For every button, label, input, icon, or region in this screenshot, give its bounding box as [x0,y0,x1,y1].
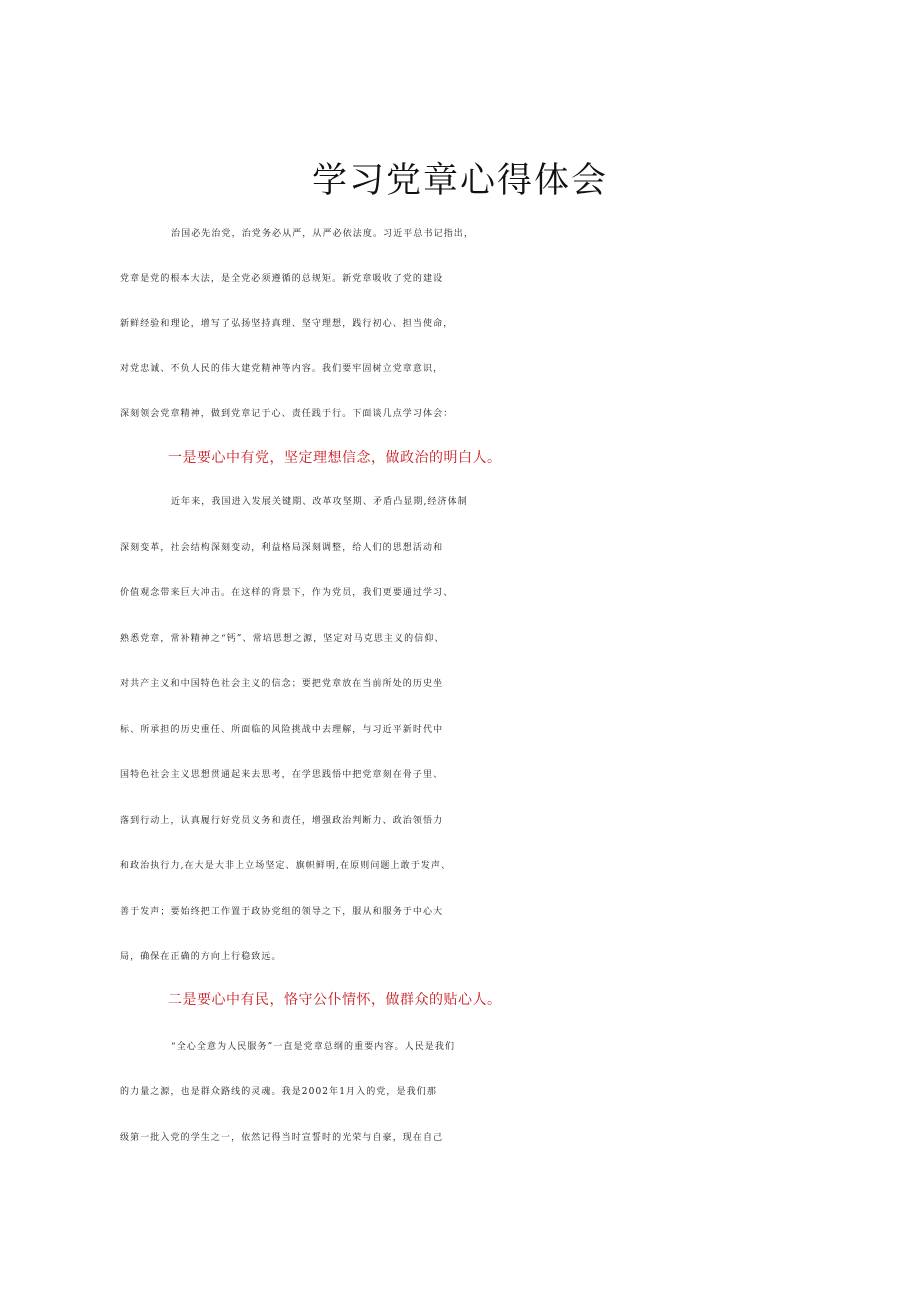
paragraph-line: 治国必先治党，治党务必从严，从严必依法度。习近平总书记指出， [171,229,475,239]
paragraph-line: 的力量之源，也是群众路线的灵魂。我是2002年1月入的党，是我们那 [120,1087,437,1097]
paragraph-line: 落到行动上，认真履行好党员义务和责任，增强政治判断力、政治领悟力 [120,816,444,826]
paragraph-line: 和政治执行力,在大是大非上立场坚定、旗帜鲜明,在原则问题上敢于发声、 [120,861,452,871]
paragraph-line: “全心全意为人民服务”一直是党章总纲的重要内容。人民是我们 [171,1042,456,1052]
paragraph-line: 对共产主义和中国特色社会主义的信念；要把党章放在当前所处的历史坐 [120,679,444,689]
document-title: 学习党章心得体会 [311,161,608,201]
paragraph-line: 党章是党的根本大法，是全党必须遵循的总规矩。新党章吸收了党的建设 [120,274,444,284]
paragraph-line: 熟悉党章，常补精神之“钙”、常培思想之源，坚定对马克思主义的信仰、 [120,634,445,644]
paragraph-line: 价值观念带来巨大冲击。在这样的背景下，作为党员，我们更要通过学习、 [120,588,454,598]
paragraph-line: 近年来，我国进入发展关键期、改革攻坚期、矛盾凸显期,经济体制 [171,497,468,507]
paragraph-line: 深刻领会党章精神，做到党章记于心、责任践于行。下面谈几点学习体会： [120,409,454,419]
section-heading-1: 一是要心中有党，坚定理想信念，做政治的明白人。 [168,450,502,466]
paragraph-line: 善于发声；要始终把工作置于政协党组的领导之下，服从和服务于中心大 [120,907,444,917]
paragraph-line: 国特色社会主义思想贯通起来去思考，在学思践悟中把党章刻在骨子里、 [120,770,444,780]
paragraph-line: 对党忠诚、不负人民的伟大建党精神等内容。我们要牢固树立党章意识， [120,364,444,374]
section-heading-2: 二是要心中有民，恪守公仆情怀，做群众的贴心人。 [168,992,502,1008]
paragraph-line: 局，确保在正确的方向上行稳致远。 [120,952,282,962]
paragraph-line: 级第一批入党的学生之一，依然记得当时宣誓时的光荣与自豪，现在自己 [120,1133,444,1143]
paragraph-line: 标、所承担的历史重任、所面临的风险挑战中去理解，与习近平新时代中 [120,725,444,735]
paragraph-line: 深刻变革，社会结构深刻变动，利益格局深刻调整，给人们的思想活动和 [120,543,444,553]
paragraph-line: 新鲜经验和理论，增写了弘扬坚持真理、坚守理想，践行初心、担当使命， [120,319,454,329]
